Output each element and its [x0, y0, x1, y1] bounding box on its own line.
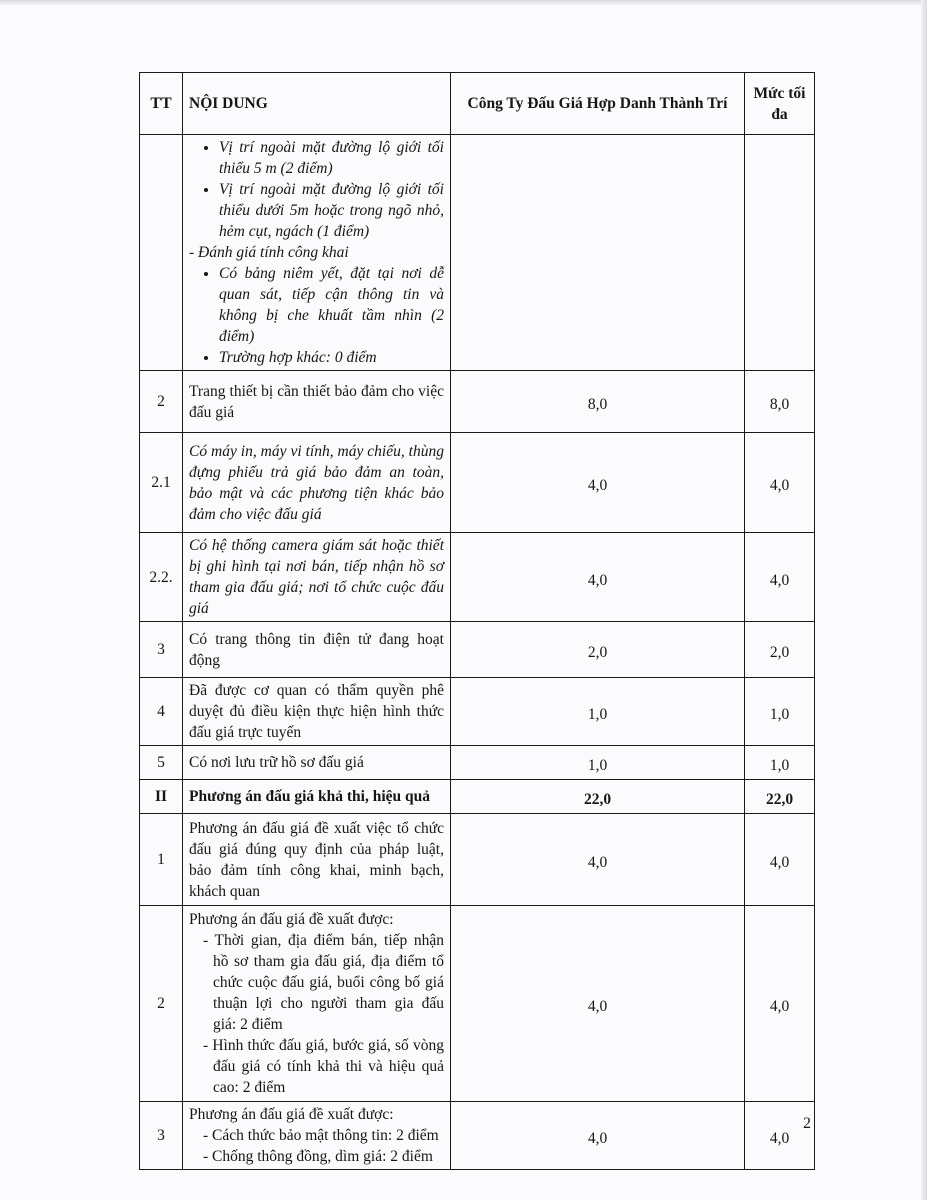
cell-max: 4,0 [745, 814, 815, 906]
cell-content: Đã được cơ quan có thẩm quyền phê duyệt đủ điều kiện thực hiện hình thức đấu giá trực tuyến [183, 678, 451, 746]
cell-max: 1,0 [745, 678, 815, 746]
cell-score [451, 135, 745, 371]
table-row [140, 622, 815, 678]
table-row [140, 533, 815, 622]
cell-max: 4,0 [745, 533, 815, 622]
dash-list [189, 1125, 444, 1167]
table-row [140, 433, 815, 533]
cell-tt: 5 [140, 746, 183, 780]
cell-max: 4,0 [745, 906, 815, 1102]
cell-score: 4,0 [451, 906, 745, 1102]
list-item: • Vị trí ngoài mặt đường lộ giới tối thiểu 5 m (2 điểm) [219, 137, 444, 179]
cell-score: 4,0 [451, 1102, 745, 1170]
cell-content: Có trang thông tin điện tử đang hoạt động [183, 622, 451, 678]
cell-content [183, 1102, 451, 1170]
table-row-continuation [140, 135, 815, 371]
cell-content [183, 906, 451, 1102]
cell-tt [140, 135, 183, 371]
cell-tt: 2 [140, 906, 183, 1102]
table-row [140, 814, 815, 906]
row-intro: Phương án đấu giá đề xuất được: [189, 1106, 394, 1123]
cell-content: Có hệ thống camera giám sát hoặc thiết bị ghi hình tại nơi bán, tiếp nhận hồ sơ tham gia đấu giá; nơi tổ chức cuộc đấu giá [183, 533, 451, 622]
cell-score: 4,0 [451, 533, 745, 622]
cell-content: Có máy in, máy vi tính, máy chiếu, thùng đựng phiếu trả giá bảo đảm an toàn, bảo mật và các phương tiện khác bảo đảm cho việc đấu giá [183, 433, 451, 533]
table-header-row [140, 73, 815, 135]
list-item: - Chống thông đồng, dìm giá: 2 điểm [203, 1148, 433, 1165]
table-row [140, 746, 815, 780]
bullet-list [189, 263, 444, 368]
header-noi-dung: NỘI DUNG [183, 73, 451, 135]
cell-score: 4,0 [451, 814, 745, 906]
list-item: • Vị trí ngoài mặt đường lộ giới tối thiểu dưới 5m hoặc trong ngõ nhỏ, hẻm cụt, ngách (1 điểm) [219, 179, 444, 242]
cell-tt: 1 [140, 814, 183, 906]
cell-max: 8,0 [745, 371, 815, 433]
cell-content: Trang thiết bị cần thiết bảo đảm cho việc đấu giá [183, 371, 451, 433]
page-top-edge [0, 0, 927, 5]
cell-max: 2,0 [745, 622, 815, 678]
cell-score: 8,0 [451, 371, 745, 433]
cell-score: 4,0 [451, 433, 745, 533]
page-number: 2 [803, 1115, 811, 1132]
table-row [140, 1102, 815, 1170]
page-right-edge [921, 0, 927, 1200]
cell-tt: 2 [140, 371, 183, 433]
cell-score: 1,0 [451, 678, 745, 746]
cell-max: 1,0 [745, 746, 815, 780]
cell-content: Phương án đấu giá khả thi, hiệu quả [183, 780, 451, 814]
cell-tt: 4 [140, 678, 183, 746]
cell-tt: 2.1 [140, 433, 183, 533]
dash-list [189, 930, 444, 1098]
list-item: - Hình thức đấu giá, bước giá, số vòng đấu giá có tính khả thi và hiệu quả cao: 2 điểm [203, 1037, 444, 1096]
cell-max: 4,0 [745, 1102, 815, 1170]
header-muc-toi-da: Mức tối đa [745, 73, 815, 135]
cell-max [745, 135, 815, 371]
cell-score: 1,0 [451, 746, 745, 780]
header-company: Công Ty Đấu Giá Hợp Danh Thành Trí [451, 73, 745, 135]
scoring-table [139, 72, 815, 1170]
table-row [140, 678, 815, 746]
cell-tt: 3 [140, 1102, 183, 1170]
cell-content: Có nơi lưu trữ hồ sơ đấu giá [183, 746, 451, 780]
header-tt: TT [140, 73, 183, 135]
cell-max: 4,0 [745, 433, 815, 533]
cell-score: 2,0 [451, 622, 745, 678]
cell-content [183, 135, 451, 371]
row-intro: Phương án đấu giá đề xuất được: [189, 911, 394, 928]
table-row-section [140, 780, 815, 814]
list-item: • Trường hợp khác: 0 điểm [219, 347, 444, 368]
cell-content: Phương án đấu giá đề xuất việc tổ chức đấu giá đúng quy định của pháp luật, bảo đảm tính công khai, minh bạch, khách quan [183, 814, 451, 906]
cell-tt: 2.2. [140, 533, 183, 622]
list-item: - Thời gian, địa điểm bán, tiếp nhận hồ sơ tham gia đấu giá, địa điểm tổ chức cuộc đấu giá, buổi công bố giá thuận lợi cho người tham gia đấu giá: 2 điểm [203, 932, 444, 1033]
list-item: - Cách thức bảo mật thông tin: 2 điểm [203, 1127, 439, 1144]
table-row [140, 371, 815, 433]
bullet-list [189, 137, 444, 242]
list-item: • Có bảng niêm yết, đặt tại nơi dễ quan sát, tiếp cận thông tin và không bị che khuất tầm nhìn (2 điểm) [219, 263, 444, 347]
cell-tt: 3 [140, 622, 183, 678]
dash-title: - Đánh giá tính công khai [189, 244, 349, 261]
cell-tt: II [140, 780, 183, 814]
cell-score: 22,0 [451, 780, 745, 814]
table-row [140, 906, 815, 1102]
cell-max: 22,0 [745, 780, 815, 814]
